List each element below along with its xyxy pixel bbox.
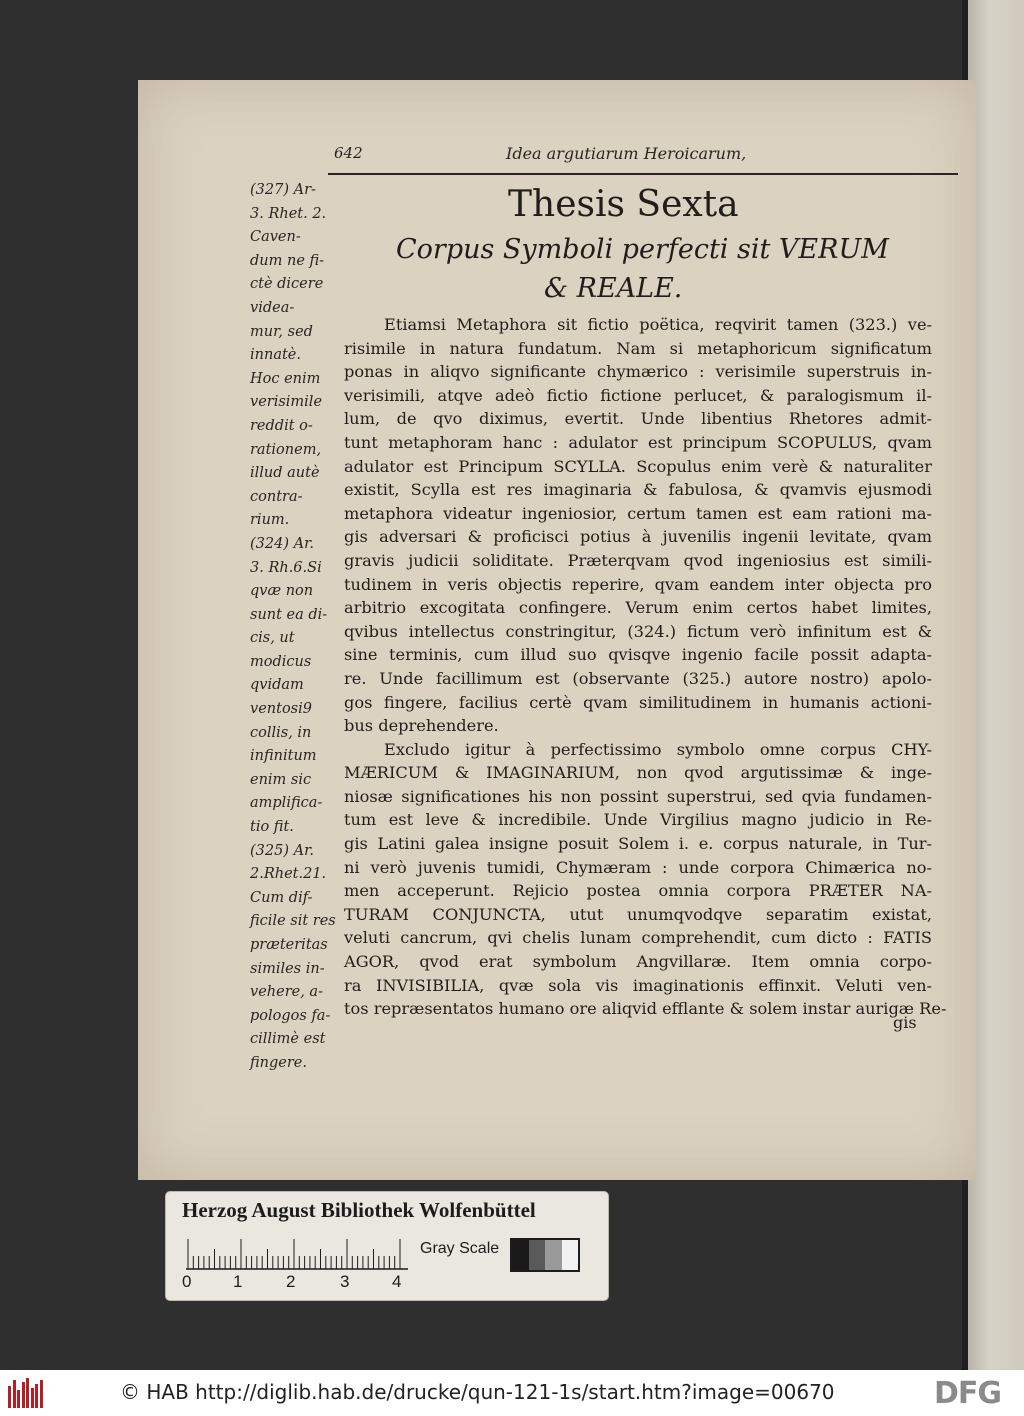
body-line: tos repræsentatos humano ore aliqvid efflante & solem instar aurigæ Re- bbox=[344, 999, 947, 1019]
gray-swatch bbox=[562, 1240, 579, 1270]
body-line: ra INVISIBILIA, qvæ sola vis imaginationis effinxit. Veluti ven- bbox=[344, 975, 932, 995]
margin-note-line: enim sic bbox=[250, 771, 312, 788]
margin-note-line: illud autè bbox=[250, 465, 320, 482]
card-title: Herzog August Bibliothek Wolfenbüttel bbox=[182, 1198, 536, 1222]
body-line: men acceperunt. Rejicio postea omnia corpora PRÆTER NA- bbox=[344, 881, 932, 901]
margin-note-line: mur, sed bbox=[250, 323, 313, 340]
margin-note-line: 2.Rhet.21. bbox=[250, 866, 327, 883]
ruler-number: 1 bbox=[233, 1272, 243, 1291]
body-line: AGOR, qvod erat symbolum Angvillaræ. Item omnia corpo- bbox=[344, 952, 932, 972]
body-line: sine terminis, cum illud suo qvisqve ingenio facile possit adapta- bbox=[344, 645, 932, 665]
body-line: Excludo igitur à perfectissimo symbolo omne corpus CHY- bbox=[384, 739, 932, 759]
margin-note-line: rationem, bbox=[250, 441, 322, 458]
margin-note-line: vehere, a- bbox=[250, 984, 323, 1001]
hab-barcode-logo-icon bbox=[8, 1378, 44, 1408]
logo-bar bbox=[17, 1390, 20, 1408]
margin-note-line: ficile sit res bbox=[250, 913, 336, 930]
body-line: tunt metaphoram hanc : adulator est principum SCOPULUS, qvam bbox=[344, 432, 932, 452]
body-line: bus deprehendere. bbox=[344, 716, 499, 736]
body-line: adulator est Principum SCYLLA. Scopulus enim verè & naturaliter bbox=[344, 456, 932, 476]
color-calibration-card bbox=[166, 1192, 608, 1300]
margin-notes bbox=[250, 179, 342, 1076]
body-line: niosæ significationes his non possint superstrui, sed qvia fundamen- bbox=[344, 786, 932, 806]
margin-note-line: (324) Ar. bbox=[250, 535, 315, 552]
body-line: metaphora videatur ingeniosior, certum tamen est eam rationi ma- bbox=[344, 503, 932, 523]
thesis-subtitle-line1: Corpus Symboli perfecti sit VERUM bbox=[396, 234, 889, 265]
logo-bar bbox=[22, 1382, 25, 1408]
margin-note-line: cillimè est bbox=[250, 1031, 326, 1048]
margin-note-line: qvæ non bbox=[250, 583, 314, 600]
body-line: tum est leve & incredibile. Unde Virgilius magno judicio in Re- bbox=[344, 810, 932, 830]
running-head: Idea argutiarum Heroicarum, bbox=[506, 144, 747, 163]
margin-note-line: infinitum bbox=[250, 748, 317, 765]
margin-note-line: Cum dif- bbox=[250, 889, 313, 906]
margin-note-line: rium. bbox=[250, 512, 290, 529]
body-text bbox=[344, 313, 947, 1021]
margin-note-line: Caven- bbox=[250, 229, 301, 246]
body-line: MÆRICUM & IMAGINARIUM, non qvod argutissimæ & inge- bbox=[344, 763, 932, 783]
gray-scale-swatches bbox=[510, 1238, 580, 1272]
logo-bar bbox=[31, 1388, 34, 1408]
gray-swatch bbox=[529, 1240, 546, 1270]
margin-note-line: fingere. bbox=[250, 1054, 307, 1071]
book-page bbox=[138, 80, 976, 1180]
body-line: gravis judicii soliditate. Præterqvam qvod ingeniosius est simili- bbox=[344, 550, 932, 570]
margin-note-line: reddit o- bbox=[250, 417, 313, 434]
margin-note-line: innatè. bbox=[250, 347, 301, 364]
logo-bar bbox=[26, 1378, 29, 1408]
gray-scale-label: Gray Scale bbox=[420, 1240, 500, 1257]
ruler-numbers bbox=[180, 1272, 420, 1296]
margin-note-line: similes in- bbox=[250, 960, 325, 977]
page-number: 642 bbox=[334, 144, 363, 162]
margin-note-line: (325) Ar. bbox=[250, 842, 315, 859]
margin-note-line: verisimile bbox=[250, 394, 323, 411]
body-line: lum, de qvo diximus, evertit. Unde libentius Rhetores admit- bbox=[344, 409, 932, 429]
dfg-logo: DFG bbox=[934, 1376, 1002, 1411]
margin-note-line: præteritas bbox=[250, 937, 328, 953]
next-page-edge bbox=[968, 0, 1024, 1370]
logo-bar bbox=[13, 1380, 16, 1408]
ruler-number: 4 bbox=[392, 1272, 402, 1291]
body-line: TURAM CONJUNCTA, utut unumqvodqve separatim existat, bbox=[344, 904, 932, 924]
body-line: gis Latini galea insigne posuit Solem i. e. corpus naturale, in Tur- bbox=[344, 834, 932, 854]
margin-note-line: videa- bbox=[250, 299, 295, 316]
catchword: gis bbox=[893, 1013, 917, 1032]
margin-note-line: contra- bbox=[250, 488, 303, 505]
copyright-link[interactable]: © HAB http://diglib.hab.de/drucke/qun-121-1s/start.htm?image=00670 bbox=[120, 1380, 835, 1404]
body-line: gos fingere, facilius certè qvam similitudinem in humanis actioni- bbox=[344, 692, 932, 712]
gray-swatch bbox=[512, 1240, 529, 1270]
margin-note-line: Hoc enim bbox=[250, 370, 321, 387]
header-rule bbox=[328, 173, 958, 175]
margin-note-line: 3. Rh.6.Si bbox=[250, 559, 322, 576]
thesis-title: Thesis Sexta bbox=[508, 184, 739, 225]
body-line: risimile in natura fundatum. Nam si metaphoricum significatum bbox=[344, 338, 932, 358]
body-line: qvibus intellectus constringitur, (324.) fictum verò infinitum est & bbox=[344, 621, 932, 641]
margin-note-line: 3. Rhet. 2. bbox=[250, 205, 327, 222]
body-line: arbitrio excogitata confingere. Verum enim certos habet limites, bbox=[344, 598, 932, 618]
ruler-number: 3 bbox=[340, 1272, 350, 1291]
margin-note-line: tio fit. bbox=[250, 819, 294, 836]
body-line: veluti cancrum, qvi chelis lunam comprehendit, cum dicto : FATIS bbox=[344, 928, 932, 948]
ruler-scale bbox=[186, 1236, 408, 1270]
body-line: re. Unde facillimum est (observante (325.) autore nostro) apolo- bbox=[344, 668, 932, 688]
body-line: gis adversari & proficisci potius à juvenilis ingenii levitate, qvam bbox=[344, 527, 932, 547]
logo-bar bbox=[40, 1380, 43, 1408]
margin-note-line: (327) Ar- bbox=[250, 182, 316, 198]
ruler-number: 0 bbox=[182, 1272, 192, 1291]
logo-bar bbox=[35, 1384, 38, 1408]
margin-note-line: dum ne fi- bbox=[250, 252, 325, 269]
margin-note-line: amplifica- bbox=[250, 795, 323, 812]
margin-note-line: qvidam bbox=[250, 677, 304, 694]
body-line: ni verò juvenis tumidi, Chymæram : unde corpora Chimærica no- bbox=[344, 857, 932, 877]
body-line: Etiamsi Metaphora sit fictio poëtica, reqvirit tamen (323.) ve- bbox=[384, 315, 932, 334]
body-line: ponas in aliqvo significante chymærico : verisimile superstruis in- bbox=[344, 362, 932, 382]
body-line: existit, Scylla est res imaginaria & fabulosa, & qvamvis ejusmodi bbox=[344, 480, 932, 500]
margin-note-line: ventosi9 bbox=[250, 701, 312, 718]
footer-bar bbox=[0, 1370, 1024, 1416]
thesis-subtitle-line2: & REALE. bbox=[544, 273, 683, 304]
margin-note-line: sunt ea di- bbox=[250, 606, 328, 623]
logo-bar bbox=[8, 1386, 11, 1408]
margin-note-line: modicus bbox=[250, 653, 312, 670]
margin-note-line: cis, ut bbox=[250, 630, 295, 647]
margin-note-line: pologos fa- bbox=[250, 1007, 331, 1024]
body-line: verisimili, atqve adeò fictio fictione perlucet, & paralogismum il- bbox=[344, 385, 932, 405]
ruler-number: 2 bbox=[286, 1272, 296, 1291]
body-line: tudinem in veris objectis reperire, qvam eandem inter objecta pro bbox=[344, 574, 932, 594]
margin-note-line: ctè dicere bbox=[250, 276, 324, 293]
gray-swatch bbox=[545, 1240, 562, 1270]
margin-note-line: collis, in bbox=[250, 724, 312, 741]
